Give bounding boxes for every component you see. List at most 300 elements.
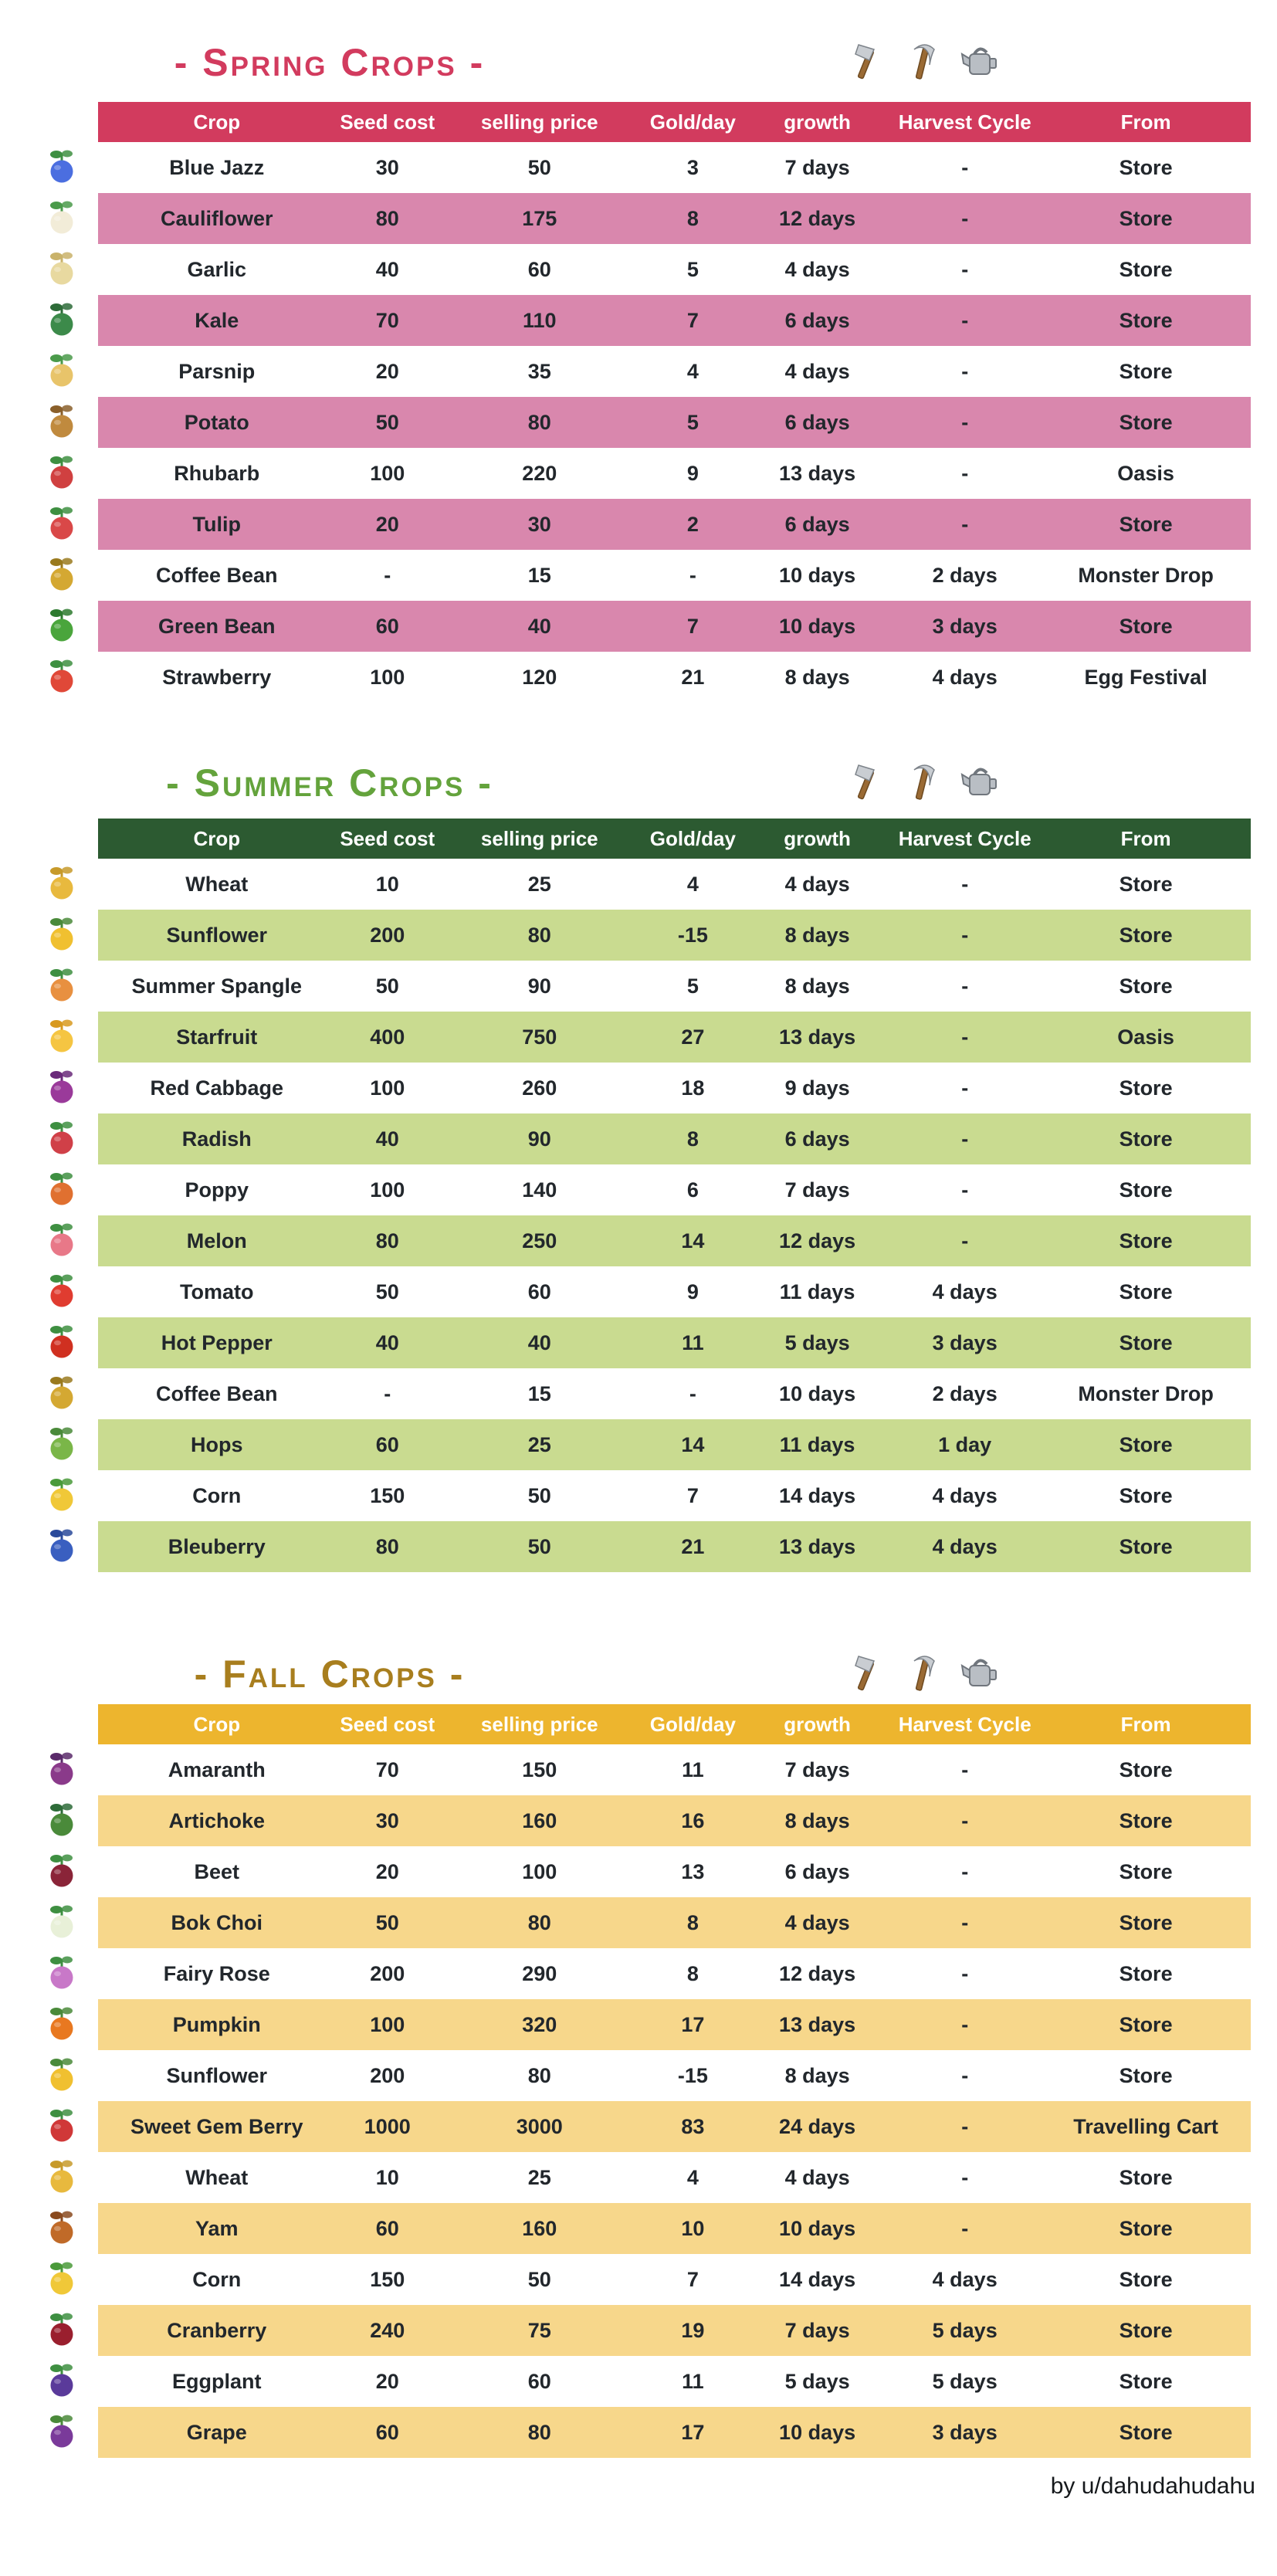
cell-gold-day: 21 [681,665,705,689]
cell-crop: Cranberry [167,2318,267,2342]
cell-gold-day: 5 [686,257,699,281]
cell-gold-day: 17 [681,2420,705,2444]
cell-harvest-cycle: 4 days [932,1280,998,1303]
cell-selling-price: 160 [522,2216,557,2240]
cell-crop: Summer Spangle [131,974,303,998]
icon-gutter [0,1164,98,1215]
cell-growth: 8 days [784,1808,850,1832]
cell-from: Store [1119,614,1173,638]
pickaxe-icon [900,759,945,804]
cell-seed-cost: 60 [375,2216,399,2240]
cell-from: Store [1119,2012,1173,2036]
table-row-garlic [0,244,1277,295]
cell-crop: Wheat [185,872,249,896]
cell-seed-cost: 40 [375,1127,399,1151]
column-header-crop: Crop [193,1712,241,1736]
table-row-bleuberry [0,1521,1277,1572]
column-header-selling-price: selling price [480,110,598,134]
axe-icon [843,759,888,804]
table-row-hot-pepper [0,1317,1277,1368]
cell-crop: Potato [184,410,249,434]
cell-crop: Fairy Rose [163,1961,270,1985]
cell-harvest-cycle: - [961,206,969,230]
cell-seed-cost: 150 [370,1483,405,1507]
cell-crop: Bleuberry [168,1534,266,1558]
cell-growth: 9 days [784,1076,850,1100]
cell-from: Store [1119,206,1173,230]
cell-growth: 8 days [784,923,850,947]
fairy-rose-icon [46,1954,77,1995]
cell-crop: Coffee Bean [156,563,278,587]
icon-gutter [0,819,98,859]
bok-choi-icon [46,1903,77,1944]
icon-gutter [0,1521,98,1572]
summer-table-header [0,819,1277,859]
icon-gutter [0,2305,98,2356]
column-header-seed-cost: Seed cost [340,1712,435,1736]
cell-harvest-cycle: - [961,1961,969,1985]
cell-crop: Red Cabbage [150,1076,284,1100]
cell-selling-price: 120 [522,665,557,689]
cell-harvest-cycle: 4 days [932,1534,998,1558]
cell-growth: 13 days [779,461,856,485]
cell-growth: 7 days [784,1178,850,1202]
cell-crop: Blue Jazz [169,155,265,179]
table-row-wheat [0,2152,1277,2203]
table-row-eggplant [0,2356,1277,2407]
cell-selling-price: 50 [527,2267,551,2291]
watering-can-icon [957,759,1002,804]
watering-can-icon [957,39,1002,83]
cell-selling-price: 15 [527,563,551,587]
cell-selling-price: 50 [527,1483,551,1507]
cell-growth: 8 days [784,974,850,998]
cell-harvest-cycle: 3 days [932,2420,998,2444]
icon-gutter [0,859,98,910]
icon-gutter [0,1113,98,1164]
cell-crop: Garlic [187,257,247,281]
cell-seed-cost: 60 [375,614,399,638]
section-spring [0,40,1277,703]
icon-gutter [0,1744,98,1795]
column-header-from: From [1120,826,1171,850]
cell-growth: 12 days [779,1229,856,1252]
cell-gold-day: 7 [686,614,699,638]
cell-gold-day: -15 [677,2063,708,2087]
table-row-artichoke [0,1795,1277,1846]
cell-growth: 8 days [784,665,850,689]
cell-selling-price: 40 [527,614,551,638]
cell-selling-price: 3000 [516,2114,563,2138]
cell-harvest-cycle: - [961,410,969,434]
cell-growth: 11 days [779,1280,855,1303]
cell-growth: 10 days [779,1381,856,1405]
cell-growth: 10 days [779,563,856,587]
coffee-bean-icon [46,1374,77,1415]
icon-gutter [0,1317,98,1368]
cell-from: Store [1119,1961,1173,1985]
sections-root [0,40,1277,2458]
cell-crop: Kale [195,308,239,332]
cell-from: Store [1119,155,1173,179]
cell-selling-price: 40 [527,1330,551,1354]
cell-seed-cost: 80 [375,1534,399,1558]
cell-harvest-cycle: - [961,974,969,998]
cell-selling-price: 50 [527,1534,551,1558]
cell-crop: Hops [191,1432,243,1456]
summer-crop-table [0,819,1277,1572]
cell-seed-cost: 240 [370,2318,405,2342]
icon-gutter [0,397,98,448]
column-header-harvest-cycle: Harvest Cycle [898,1712,1031,1736]
cell-gold-day: 7 [686,1483,699,1507]
cell-harvest-cycle: 5 days [932,2369,998,2393]
hops-icon [46,1425,77,1466]
tomato-icon [46,1272,77,1313]
table-row-parsnip [0,346,1277,397]
icon-gutter [0,2254,98,2305]
cell-from: Store [1119,1910,1173,1934]
cell-gold-day: -15 [677,923,708,947]
icon-gutter [0,1897,98,1948]
table-row-strawberry [0,652,1277,703]
cell-growth: 10 days [779,614,856,638]
icon-gutter [0,448,98,499]
column-header-selling-price: selling price [480,826,598,850]
column-header-gold-day: Gold/day [649,826,736,850]
cell-from: Store [1119,512,1173,536]
cell-growth: 6 days [784,308,850,332]
cell-gold-day: 21 [681,1534,705,1558]
icon-gutter [0,2101,98,2152]
cell-growth: 6 days [784,410,850,434]
cell-selling-price: 260 [522,1076,557,1100]
coffee-bean-icon [46,555,77,596]
cell-growth: 14 days [779,2267,856,2291]
cell-crop: Tomato [180,1280,254,1303]
cell-from: Store [1119,1127,1173,1151]
cell-harvest-cycle: 2 days [932,1381,998,1405]
icon-gutter [0,1063,98,1113]
icon-gutter [0,2152,98,2203]
parsnip-icon [46,351,77,392]
garlic-icon [46,249,77,290]
pickaxe-icon [900,39,945,83]
cell-harvest-cycle: - [961,1910,969,1934]
icon-gutter [0,1795,98,1846]
blue-jazz-icon [46,147,77,188]
cell-growth: 24 days [779,2114,856,2138]
cell-seed-cost: 100 [370,665,405,689]
fall-tool-icons [843,1650,1002,1695]
cell-harvest-cycle: 5 days [932,2318,998,2342]
cell-gold-day: - [689,563,696,587]
cell-growth: 7 days [784,155,850,179]
potato-icon [46,402,77,443]
rhubarb-icon [46,453,77,494]
kale-icon [46,300,77,341]
cell-crop: Sweet Gem Berry [130,2114,303,2138]
cell-harvest-cycle: 2 days [932,563,998,587]
cell-selling-price: 80 [527,1910,551,1934]
icon-gutter [0,1470,98,1521]
cell-crop: Eggplant [172,2369,262,2393]
cell-gold-day: - [689,1381,696,1405]
wheat-icon [46,2157,77,2198]
cell-selling-price: 60 [527,1280,551,1303]
fall-crop-table [0,1704,1277,2458]
table-row-sunflower [0,910,1277,961]
cell-from: Store [1119,2420,1173,2444]
icon-gutter [0,346,98,397]
cell-seed-cost: 50 [375,1910,399,1934]
cell-gold-day: 5 [686,974,699,998]
cell-harvest-cycle: - [961,923,969,947]
table-row-melon [0,1215,1277,1266]
cell-seed-cost: 20 [375,1859,399,1883]
cell-from: Store [1119,2369,1173,2393]
cell-selling-price: 50 [527,155,551,179]
cell-from: Egg Festival [1084,665,1208,689]
cell-gold-day: 7 [686,2267,699,2291]
cell-gold-day: 17 [681,2012,705,2036]
icon-gutter [0,2050,98,2101]
cell-from: Travelling Cart [1073,2114,1218,2138]
cell-seed-cost: 20 [375,359,399,383]
cell-from: Store [1119,872,1173,896]
icon-gutter [0,1266,98,1317]
cell-seed-cost: 10 [375,872,399,896]
sunflower-icon [46,915,77,956]
column-header-gold-day: Gold/day [649,110,736,134]
cell-selling-price: 110 [523,308,557,332]
cell-harvest-cycle: - [961,1808,969,1832]
cell-harvest-cycle: - [961,2114,969,2138]
table-row-rhubarb [0,448,1277,499]
cell-growth: 6 days [784,512,850,536]
cell-seed-cost: 1000 [364,2114,411,2138]
cell-crop: Wheat [185,2165,249,2189]
cell-growth: 6 days [784,1127,850,1151]
cell-selling-price: 25 [527,872,551,896]
cell-crop: Rhubarb [174,461,260,485]
cell-crop: Amaranth [168,1757,266,1781]
column-header-from: From [1120,1712,1171,1736]
cell-from: Monster Drop [1078,563,1214,587]
table-row-poppy [0,1164,1277,1215]
cell-gold-day: 13 [681,1859,705,1883]
cell-gold-day: 83 [681,2114,705,2138]
cell-from: Store [1119,974,1173,998]
table-row-cauliflower [0,193,1277,244]
cell-gold-day: 8 [686,206,699,230]
cell-gold-day: 19 [681,2318,705,2342]
cell-selling-price: 250 [522,1229,557,1252]
cell-from: Store [1119,1178,1173,1202]
column-header-crop: Crop [193,826,241,850]
cell-seed-cost: 100 [370,2012,405,2036]
column-header-growth: growth [784,110,851,134]
table-row-radish [0,1113,1277,1164]
cell-from: Oasis [1117,1025,1174,1049]
cell-growth: 4 days [784,359,850,383]
corn-icon [46,1476,77,1517]
column-header-from: From [1120,110,1171,134]
cell-from: Store [1119,1432,1173,1456]
cell-selling-price: 320 [522,2012,557,2036]
table-row-tulip [0,499,1277,550]
fall-section-title: - Fall Crops - [194,1652,466,1696]
cell-crop: Coffee Bean [156,1381,278,1405]
spring-crop-table [0,102,1277,703]
cell-seed-cost: 50 [375,974,399,998]
cell-harvest-cycle: - [961,872,969,896]
table-row-bok-choi [0,1897,1277,1948]
cell-gold-day: 2 [686,512,699,536]
cell-selling-price: 90 [527,1127,551,1151]
column-header-gold-day: Gold/day [649,1712,736,1736]
cell-growth: 4 days [784,2165,850,2189]
cell-growth: 6 days [784,1859,850,1883]
cell-harvest-cycle: - [961,1025,969,1049]
cell-gold-day: 7 [686,308,699,332]
cell-harvest-cycle: - [961,359,969,383]
table-row-amaranth [0,1744,1277,1795]
cell-crop: Sunflower [166,2063,268,2087]
cell-harvest-cycle: - [961,257,969,281]
cell-selling-price: 175 [522,206,557,230]
cell-growth: 13 days [779,1534,856,1558]
poppy-icon [46,1170,77,1211]
cell-selling-price: 290 [522,1961,557,1985]
cell-selling-price: 80 [527,2420,551,2444]
cell-gold-day: 14 [681,1229,705,1252]
artichoke-icon [46,1801,77,1842]
cell-harvest-cycle: 3 days [932,614,998,638]
cell-seed-cost: 100 [370,1076,405,1100]
cell-harvest-cycle: - [961,308,969,332]
cell-crop: Hot Pepper [161,1330,273,1354]
cell-selling-price: 60 [527,2369,551,2393]
cell-seed-cost: 40 [375,257,399,281]
cell-seed-cost: 100 [370,461,405,485]
icon-gutter [0,652,98,703]
cell-seed-cost: 30 [375,1808,399,1832]
cell-selling-price: 25 [527,1432,551,1456]
cell-seed-cost: 200 [370,1961,405,1985]
cell-seed-cost: 150 [370,2267,405,2291]
cell-harvest-cycle: - [961,1229,969,1252]
icon-gutter [0,1012,98,1063]
cell-selling-price: 150 [522,1757,557,1781]
table-row-pumpkin [0,1999,1277,2050]
cell-from: Store [1119,1534,1173,1558]
icon-gutter [0,2407,98,2458]
cell-selling-price: 60 [527,257,551,281]
cell-harvest-cycle: 1 day [938,1432,992,1456]
sunflower-icon [46,2056,77,2096]
pickaxe-icon [900,1650,945,1695]
summer-spangle-icon [46,966,77,1007]
cell-gold-day: 18 [681,1076,705,1100]
radish-icon [46,1119,77,1160]
cell-growth: 8 days [784,2063,850,2087]
column-header-seed-cost: Seed cost [340,826,435,850]
table-row-tomato [0,1266,1277,1317]
column-header-seed-cost: Seed cost [340,110,435,134]
melon-icon [46,1221,77,1262]
icon-gutter [0,2356,98,2407]
cell-selling-price: 80 [527,2063,551,2087]
cell-seed-cost: 20 [375,2369,399,2393]
cell-harvest-cycle: - [961,2165,969,2189]
cell-harvest-cycle: - [961,512,969,536]
table-row-starfruit [0,1012,1277,1063]
icon-gutter [0,1368,98,1419]
spring-tool-icons [843,39,1002,83]
cell-gold-day: 27 [681,1025,705,1049]
cell-crop: Melon [186,1229,247,1252]
icon-gutter [0,499,98,550]
cell-growth: 5 days [784,1330,850,1354]
icon-gutter [0,961,98,1012]
cell-crop: Sunflower [166,923,268,947]
cell-seed-cost: 50 [375,410,399,434]
cell-from: Oasis [1117,461,1174,485]
cell-harvest-cycle: - [961,1757,969,1781]
cranberry-icon [46,2310,77,2351]
cell-from: Store [1119,2216,1173,2240]
cell-gold-day: 8 [686,1127,699,1151]
amaranth-icon [46,1750,77,1791]
fall-title-row [0,1652,1277,1698]
cell-growth: 11 days [779,1432,855,1456]
cell-selling-price: 35 [527,359,551,383]
cell-crop: Parsnip [178,359,256,383]
cell-harvest-cycle: - [961,1859,969,1883]
cell-seed-cost: 40 [375,1330,399,1354]
cell-from: Store [1119,1330,1173,1354]
cell-growth: 10 days [779,2420,856,2444]
cell-harvest-cycle: 4 days [932,665,998,689]
cell-from: Store [1119,2165,1173,2189]
cell-seed-cost: 200 [370,2063,405,2087]
cell-seed-cost: 60 [375,1432,399,1456]
cell-harvest-cycle: - [961,2216,969,2240]
cell-crop: Bok Choi [171,1910,263,1934]
eggplant-icon [46,2361,77,2402]
axe-icon [843,39,888,83]
cell-from: Store [1119,1859,1173,1883]
cell-gold-day: 9 [686,461,699,485]
spring-section-title: - Spring Crops - [174,41,486,84]
cell-gold-day: 5 [686,410,699,434]
cell-growth: 4 days [784,1910,850,1934]
cell-gold-day: 6 [686,1178,699,1202]
cell-gold-day: 9 [686,1280,699,1303]
cell-seed-cost: 10 [375,2165,399,2189]
section-summer [0,761,1277,1572]
cell-gold-day: 4 [686,872,699,896]
icon-gutter [0,102,98,142]
blueberry-icon [46,1527,77,1568]
cell-selling-price: 75 [527,2318,551,2342]
cell-selling-price: 140 [522,1178,557,1202]
strawberry-icon [46,657,77,698]
hot-pepper-icon [46,1323,77,1364]
cell-gold-day: 11 [682,2369,704,2393]
cell-seed-cost: 100 [370,1178,405,1202]
